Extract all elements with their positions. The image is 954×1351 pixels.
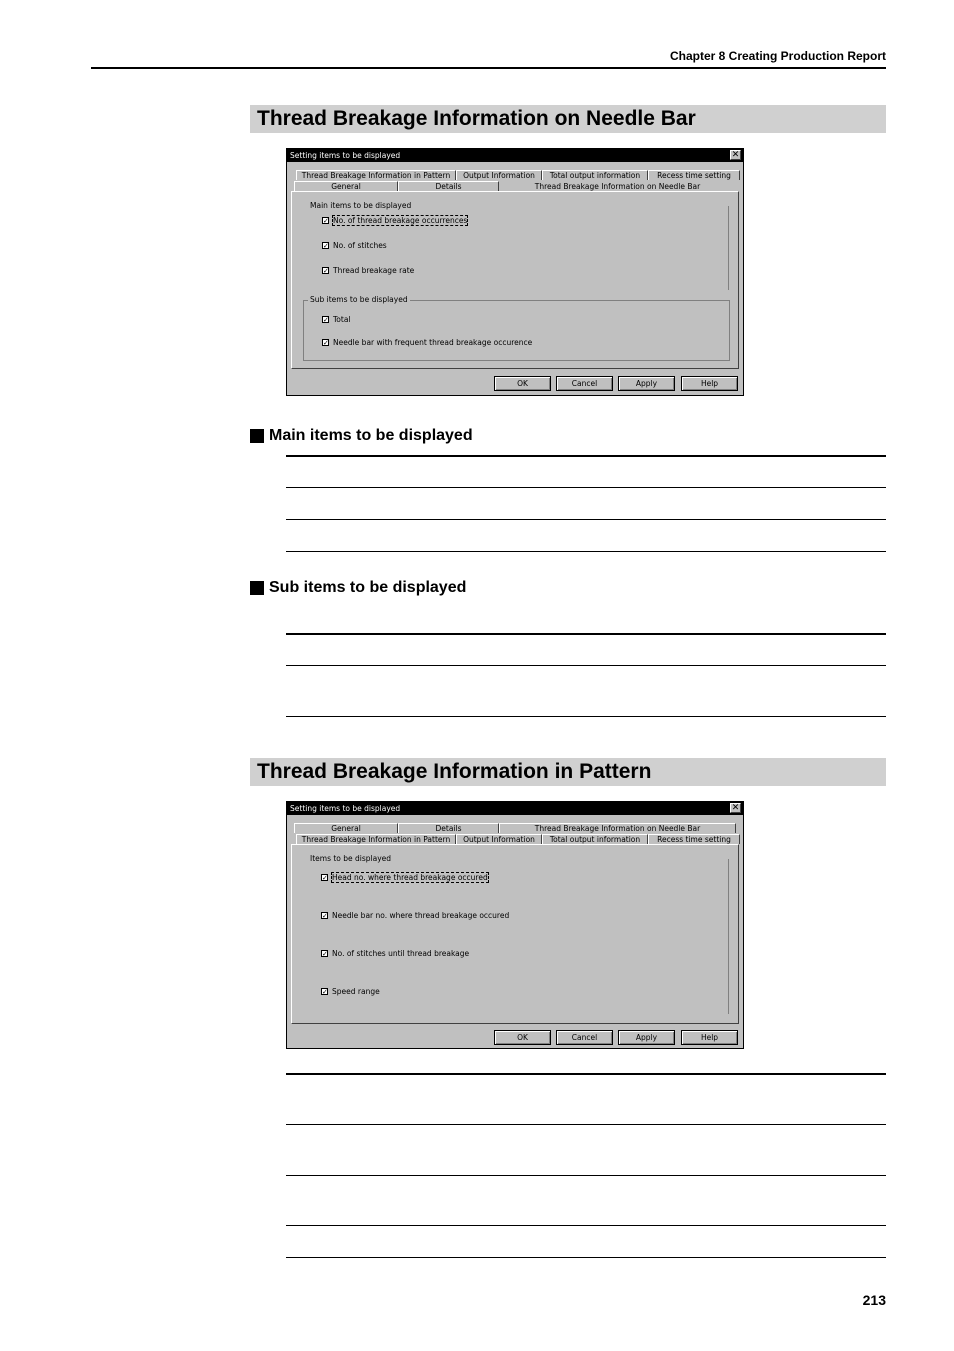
- dialog-needle-bar: [286, 148, 744, 396]
- group-main-label: Main items to be displayed: [310, 201, 412, 210]
- tab-panel: [291, 844, 739, 1024]
- checkbox-needle-bar-no[interactable]: [321, 911, 509, 920]
- cancel-button[interactable]: Cancel: [556, 376, 613, 391]
- group-sub: [303, 300, 730, 361]
- help-button[interactable]: Help: [681, 376, 738, 391]
- tab-needle-bar[interactable]: Thread Breakage Information on Needle Bar: [499, 823, 736, 833]
- section-title-text: Thread Breakage Information on Needle Bar: [257, 107, 696, 130]
- dialog-title: Setting items to be displayed: [290, 804, 401, 813]
- tab-recess[interactable]: Recess time setting: [648, 170, 740, 180]
- tab-pattern[interactable]: Thread Breakage Information in Pattern: [296, 170, 456, 180]
- apply-button[interactable]: Apply: [618, 1030, 675, 1045]
- dialog-title-bar: [287, 149, 743, 162]
- checkbox-frequent-breakage[interactable]: [322, 338, 532, 347]
- group-items-label: Items to be displayed: [310, 854, 392, 863]
- close-icon[interactable]: ✕: [731, 803, 740, 813]
- tab-output[interactable]: Output Information: [456, 834, 542, 844]
- tab-total-output[interactable]: Total output information: [542, 834, 648, 844]
- tab-recess[interactable]: Recess time setting: [648, 834, 740, 844]
- checkbox-total[interactable]: [322, 315, 351, 324]
- checkbox-speed-range[interactable]: [321, 987, 380, 996]
- tab-output[interactable]: Output Information: [456, 170, 542, 180]
- chapter-header: Chapter 8 Creating Production Report: [669, 49, 886, 63]
- page-number: 213: [862, 1292, 886, 1308]
- checkbox-stitches-until-breakage[interactable]: [321, 949, 469, 958]
- table-rule: [286, 633, 886, 635]
- checkbox-label: Needle bar with frequent thread breakage occurence: [333, 338, 533, 347]
- tab-needle-bar[interactable]: Thread Breakage Information on Needle Bar: [499, 181, 736, 191]
- checkmark-icon: ✓: [322, 988, 328, 996]
- table-rule: [286, 1257, 886, 1258]
- tab-general[interactable]: General: [294, 823, 398, 833]
- close-icon[interactable]: ✕: [731, 150, 740, 160]
- checkmark-icon: ✓: [322, 874, 328, 882]
- section-title-pattern: [250, 758, 886, 786]
- header-rule: [91, 67, 886, 69]
- table-rule: [286, 1124, 886, 1125]
- table-rule: [286, 487, 886, 488]
- checkmark-icon: ✓: [323, 267, 329, 275]
- table-rule: [286, 1225, 886, 1226]
- tab-general[interactable]: General: [294, 181, 398, 191]
- dialog-title-bar: [287, 802, 743, 815]
- checkbox-label: No. of thread breakage occurrences: [333, 216, 468, 225]
- dialog-title: Setting items to be displayed: [290, 151, 401, 160]
- tab-total-output[interactable]: Total output information: [542, 170, 648, 180]
- square-bullet-icon: [250, 429, 264, 443]
- table-rule: [286, 716, 886, 717]
- checkbox-label: Speed range: [332, 987, 380, 996]
- ok-button[interactable]: OK: [494, 1030, 551, 1045]
- square-bullet-icon: [250, 581, 264, 595]
- checkbox-stitches[interactable]: [322, 241, 387, 250]
- ok-button[interactable]: OK: [494, 376, 551, 391]
- table-rule: [286, 1073, 886, 1075]
- checkbox-thread-breakage-occurrences[interactable]: [322, 216, 467, 225]
- checkbox-label: Thread breakage rate: [333, 266, 415, 275]
- checkmark-icon: ✓: [323, 242, 329, 250]
- subhead-sub-items: [250, 579, 466, 597]
- checkmark-icon: ✓: [323, 217, 329, 225]
- section-title-needle-bar: [250, 105, 886, 133]
- checkbox-label: No. of stitches until thread breakage: [332, 949, 470, 958]
- section-title-text: Thread Breakage Information in Pattern: [257, 760, 652, 783]
- checkbox-head-no[interactable]: [321, 873, 488, 882]
- table-rule: [286, 665, 886, 666]
- checkbox-label: Total: [333, 315, 351, 324]
- checkmark-icon: ✓: [323, 339, 329, 347]
- checkbox-label: No. of stitches: [333, 241, 387, 250]
- help-button[interactable]: Help: [681, 1030, 738, 1045]
- apply-button[interactable]: Apply: [618, 376, 675, 391]
- tab-details[interactable]: Details: [398, 823, 499, 833]
- checkbox-breakage-rate[interactable]: [322, 266, 414, 275]
- table-rule: [286, 519, 886, 520]
- subhead-text: Main items to be displayed: [269, 427, 473, 444]
- checkbox-label: Head no. where thread breakage occured: [332, 873, 488, 882]
- subhead-text: Sub items to be displayed: [269, 579, 467, 596]
- table-rule: [286, 551, 886, 552]
- group-sub-label: Sub items to be displayed: [310, 295, 408, 304]
- checkmark-icon: ✓: [322, 912, 328, 920]
- checkmark-icon: ✓: [322, 950, 328, 958]
- dialog-pattern: [286, 801, 744, 1049]
- cancel-button[interactable]: Cancel: [556, 1030, 613, 1045]
- table-rule: [286, 1175, 886, 1176]
- tab-details[interactable]: Details: [398, 181, 499, 191]
- tab-pattern[interactable]: Thread Breakage Information in Pattern: [296, 834, 456, 844]
- checkmark-icon: ✓: [323, 316, 329, 324]
- subhead-main-items: [250, 427, 473, 445]
- checkbox-label: Needle bar no. where thread breakage occured: [332, 911, 510, 920]
- table-rule: [286, 455, 886, 457]
